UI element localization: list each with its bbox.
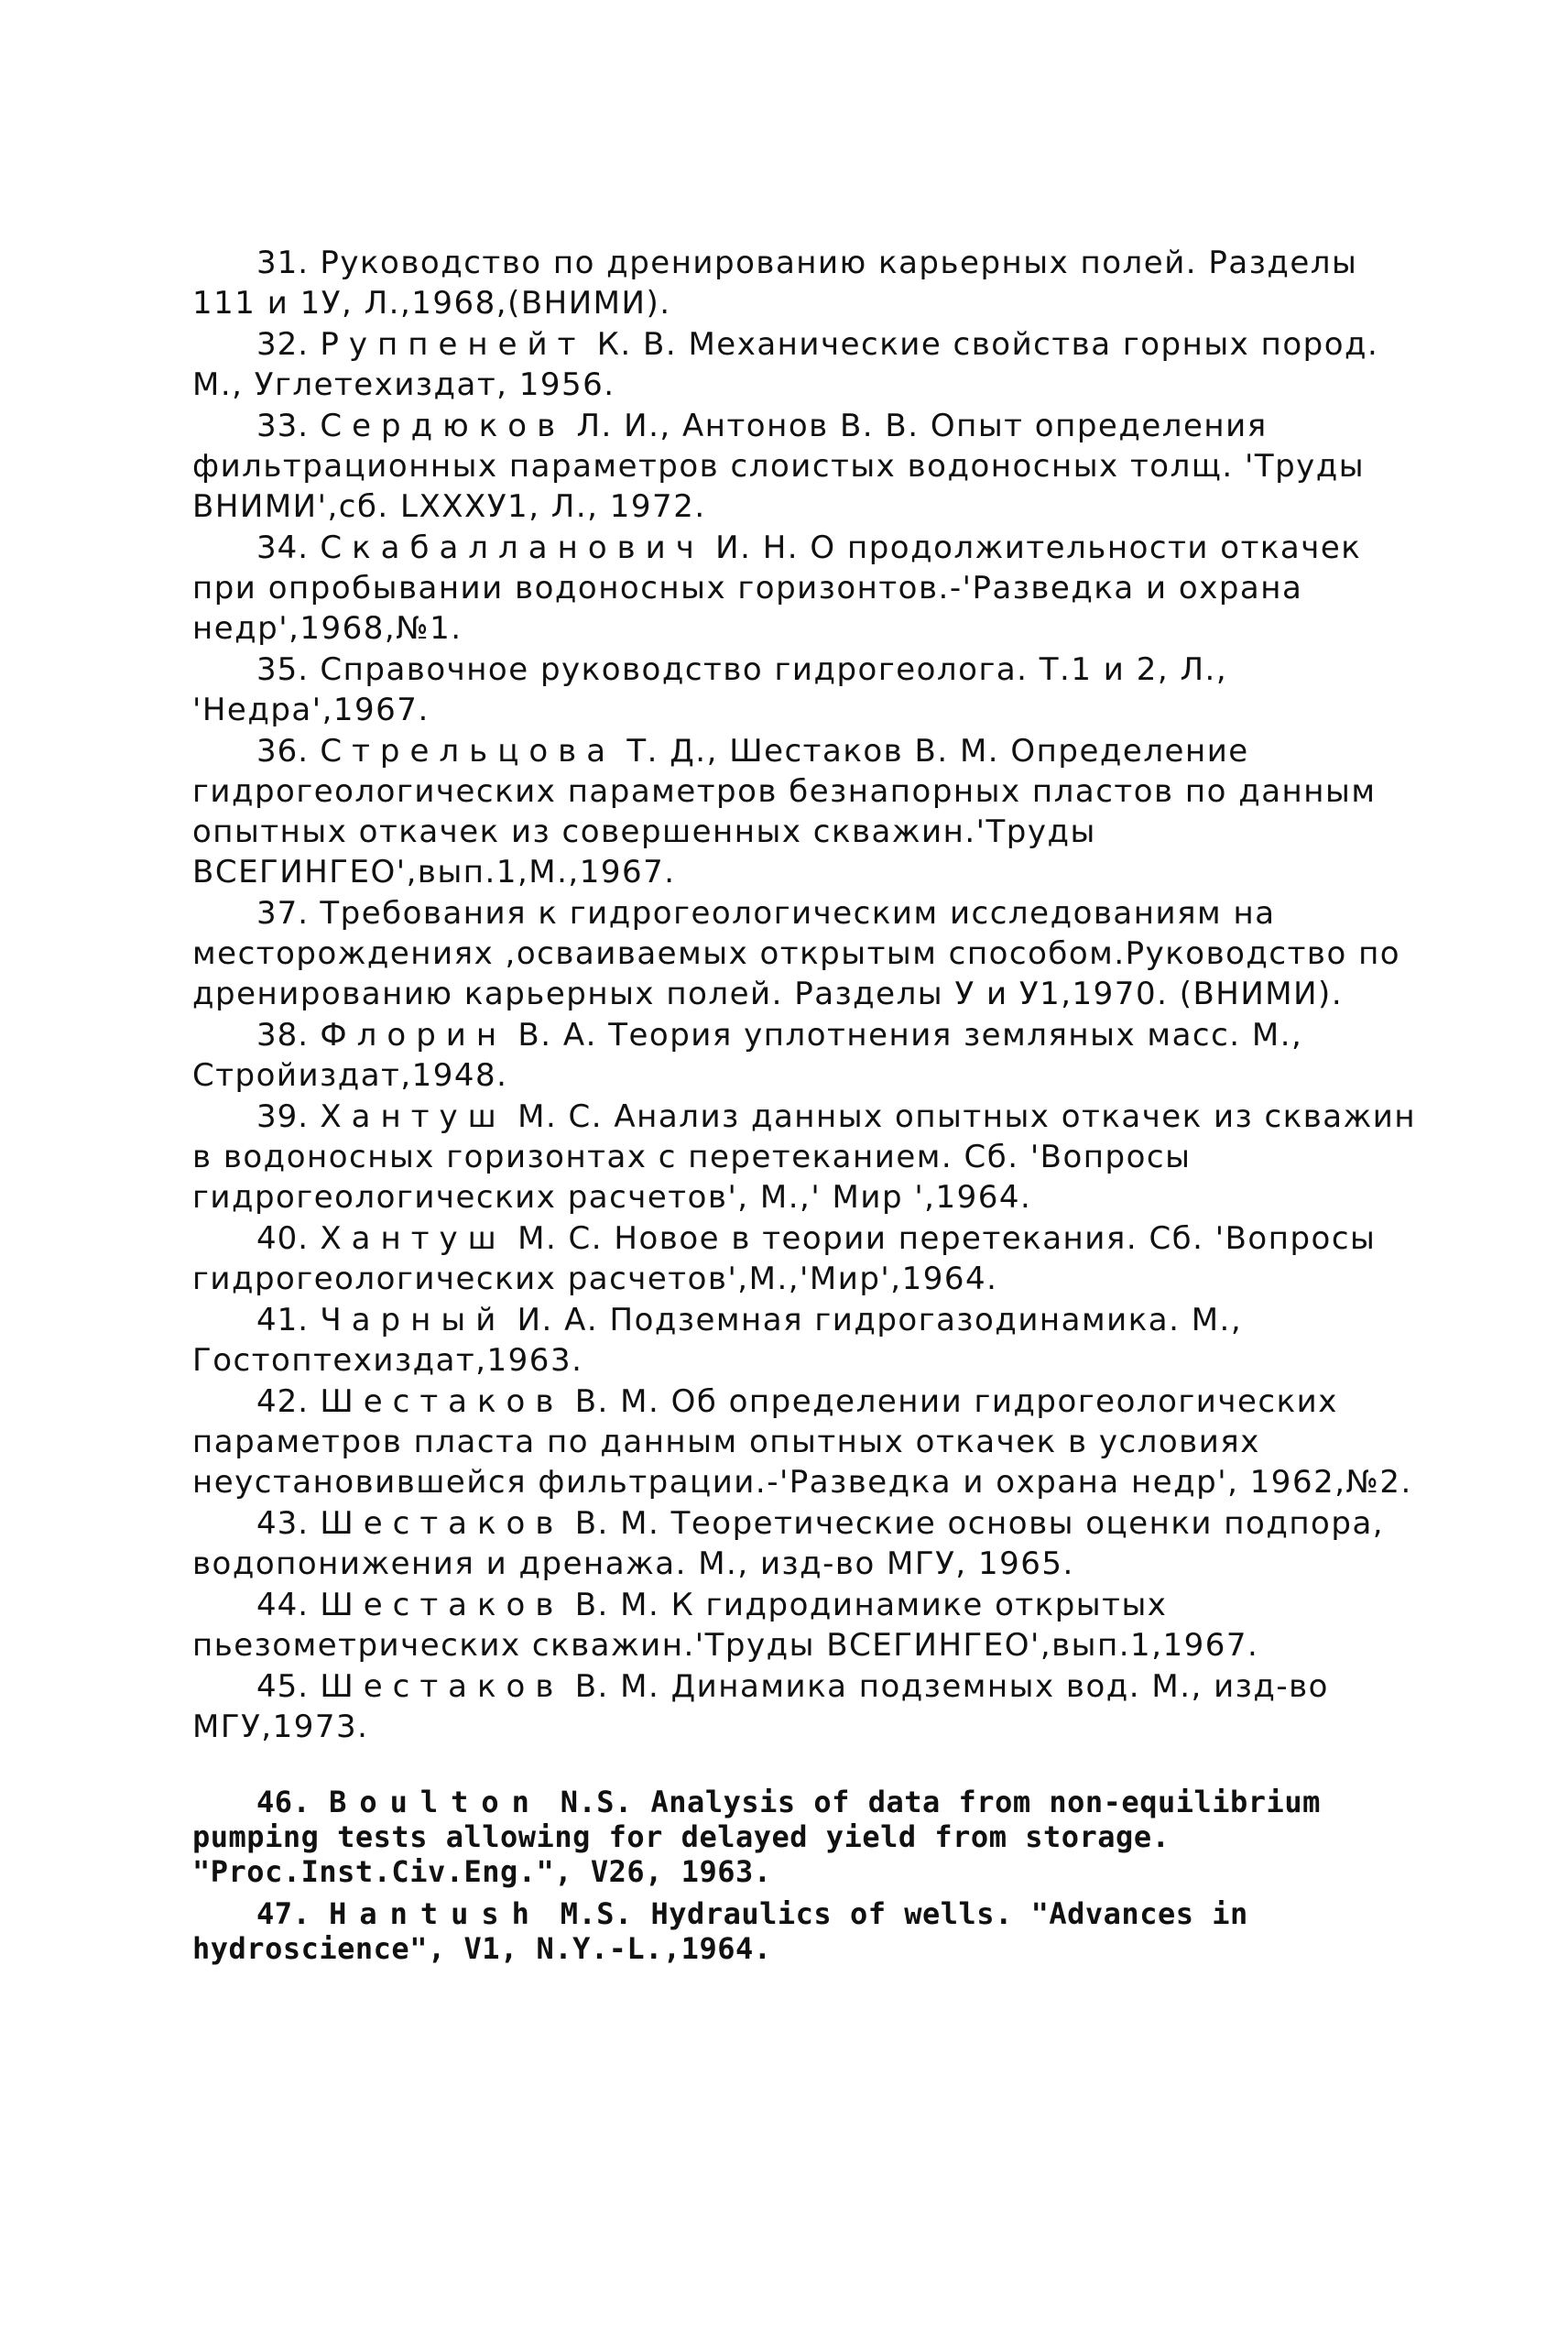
reference-author: Boulton <box>329 1785 542 1819</box>
reference-author: Руппенейт <box>320 326 586 363</box>
reference-40 <box>192 1218 1429 1299</box>
reference-number: 35. <box>256 651 310 688</box>
reference-number: 38. <box>256 1017 310 1054</box>
reference-number: 37. <box>256 895 310 932</box>
reference-35 <box>192 650 1429 730</box>
reference-number: 44. <box>256 1587 310 1623</box>
reference-44 <box>192 1585 1429 1665</box>
reference-author: Шестаков <box>320 1668 564 1705</box>
reference-author: Чарный <box>320 1302 506 1338</box>
reference-33 <box>192 406 1429 527</box>
reference-text: М. С. Новое в теории перетекания. Сб. 'Вопросы гидрогеологических расчетов',М.,'Мир',1964. <box>192 1220 1377 1297</box>
reference-number: 39. <box>256 1098 310 1135</box>
reference-text: Л. И., Антонов В. В. Опыт определения фильтрационных параметров слоистых водоносных толщ. 'Труды ВНИМИ',сб. LXXXУ1, Л., 1972. <box>192 408 1366 525</box>
reference-43 <box>192 1503 1429 1584</box>
reference-number: 46. <box>256 1785 311 1819</box>
reference-text: В. М. К гидродинамике открытых пьезометрических скважин.'Труды ВСЕГИНГЕО',вып.1,1967. <box>192 1587 1259 1664</box>
reference-text: В. М. Теоретические основы оценки подпора, водопонижения и дренажа. М., изд-во МГУ, 1965. <box>192 1505 1385 1582</box>
reference-list <box>192 243 1429 1973</box>
reference-41 <box>192 1300 1429 1381</box>
section-gap <box>192 1748 1429 1785</box>
reference-text: М. С. Анализ данных опытных откачек из скважин в водоносных горизонтах с перетеканием. Сб. 'Вопросы гидрогеологических расчетов', М.,' Мир ',1964. <box>192 1098 1417 1216</box>
reference-32 <box>192 324 1429 405</box>
reference-number: 43. <box>256 1505 310 1542</box>
reference-number: 40. <box>256 1220 310 1257</box>
reference-number: 33. <box>256 408 310 444</box>
reference-37 <box>192 893 1429 1014</box>
reference-text: M.S. Hydraulics of wells. "Advances in hydroscience", V1, N.Y.-L.,1964. <box>192 1896 1248 1966</box>
reference-text: Т. Д., Шестаков В. М. Определение гидрогеологических параметров безнапорных пластов по данным опытных откачек из совершенных скважин.'Труды ВСЕГИНГЕО',вып.1,М.,1967. <box>192 733 1377 890</box>
reference-number: 32. <box>256 326 310 363</box>
reference-text: Руководство по дренированию карьерных полей. Разделы 111 и 1У, Л.,1968,(ВНИМИ). <box>192 245 1358 322</box>
reference-text: Справочное руководство гидрогеолога. Т.1 и 2, Л., 'Недра',1967. <box>192 651 1228 728</box>
reference-author: Флорин <box>320 1017 507 1054</box>
reference-number: 41. <box>256 1302 310 1338</box>
reference-text: Требования к гидрогеологическим исследованиям на месторождениях ,осваиваемых открытым способом.Руководство по дренированию карьерных полей. Разделы У и У1,1970. (ВНИМИ). <box>192 895 1401 1012</box>
reference-46 <box>192 1785 1429 1889</box>
reference-author: Hantush <box>329 1896 542 1931</box>
reference-number: 45. <box>256 1668 310 1705</box>
reference-34 <box>192 528 1429 649</box>
reference-author: Скабалланович <box>320 530 704 566</box>
reference-38 <box>192 1015 1429 1096</box>
reference-number: 34. <box>256 530 310 566</box>
reference-39 <box>192 1097 1429 1218</box>
reference-text: И. Н. О продолжительности откачек при опробывании водоносных горизонтов.-'Разведка и охрана недр',1968,№1. <box>192 530 1362 647</box>
reference-text: N.S. Analysis of data from non-equilibrium pumping tests allowing for delayed yield from storage. "Proc.Inst.Civ.Eng.", V26, 1963. <box>192 1785 1321 1889</box>
reference-number: 42. <box>256 1383 310 1420</box>
reference-36 <box>192 731 1429 892</box>
reference-text: В. М. Динамика подземных вод. М., изд-во МГУ,1973. <box>192 1668 1329 1745</box>
reference-number: 47. <box>256 1896 311 1931</box>
reference-31 <box>192 243 1429 323</box>
reference-author: Стрельцова <box>320 733 616 770</box>
reference-author: Хантуш <box>320 1220 506 1257</box>
reference-text: К. В. Механические свойства горных пород. М., Углетехиздат, 1956. <box>192 326 1379 403</box>
reference-author: Хантуш <box>320 1098 506 1135</box>
reference-author: Сердюков <box>320 408 566 444</box>
reference-text: В. А. Теория уплотнения земляных масс. М., Стройиздат,1948. <box>192 1017 1303 1094</box>
reference-text: В. М. Об определении гидрогеологических параметров пласта по данным опытных откачек в условиях неустановившейся фильтрации.-'Разведка и охрана недр', 1962,№2. <box>192 1383 1412 1501</box>
reference-number: 36. <box>256 733 310 770</box>
reference-author: Шестаков <box>320 1505 564 1542</box>
reference-number: 31. <box>256 245 310 281</box>
reference-author: Шестаков <box>320 1587 564 1623</box>
reference-author: Шестаков <box>320 1383 564 1420</box>
reference-42 <box>192 1381 1429 1502</box>
reference-47 <box>192 1896 1429 1966</box>
reference-text: И. А. Подземная гидрогазодинамика. М., Гостоптехиздат,1963. <box>192 1302 1243 1379</box>
reference-45 <box>192 1666 1429 1747</box>
